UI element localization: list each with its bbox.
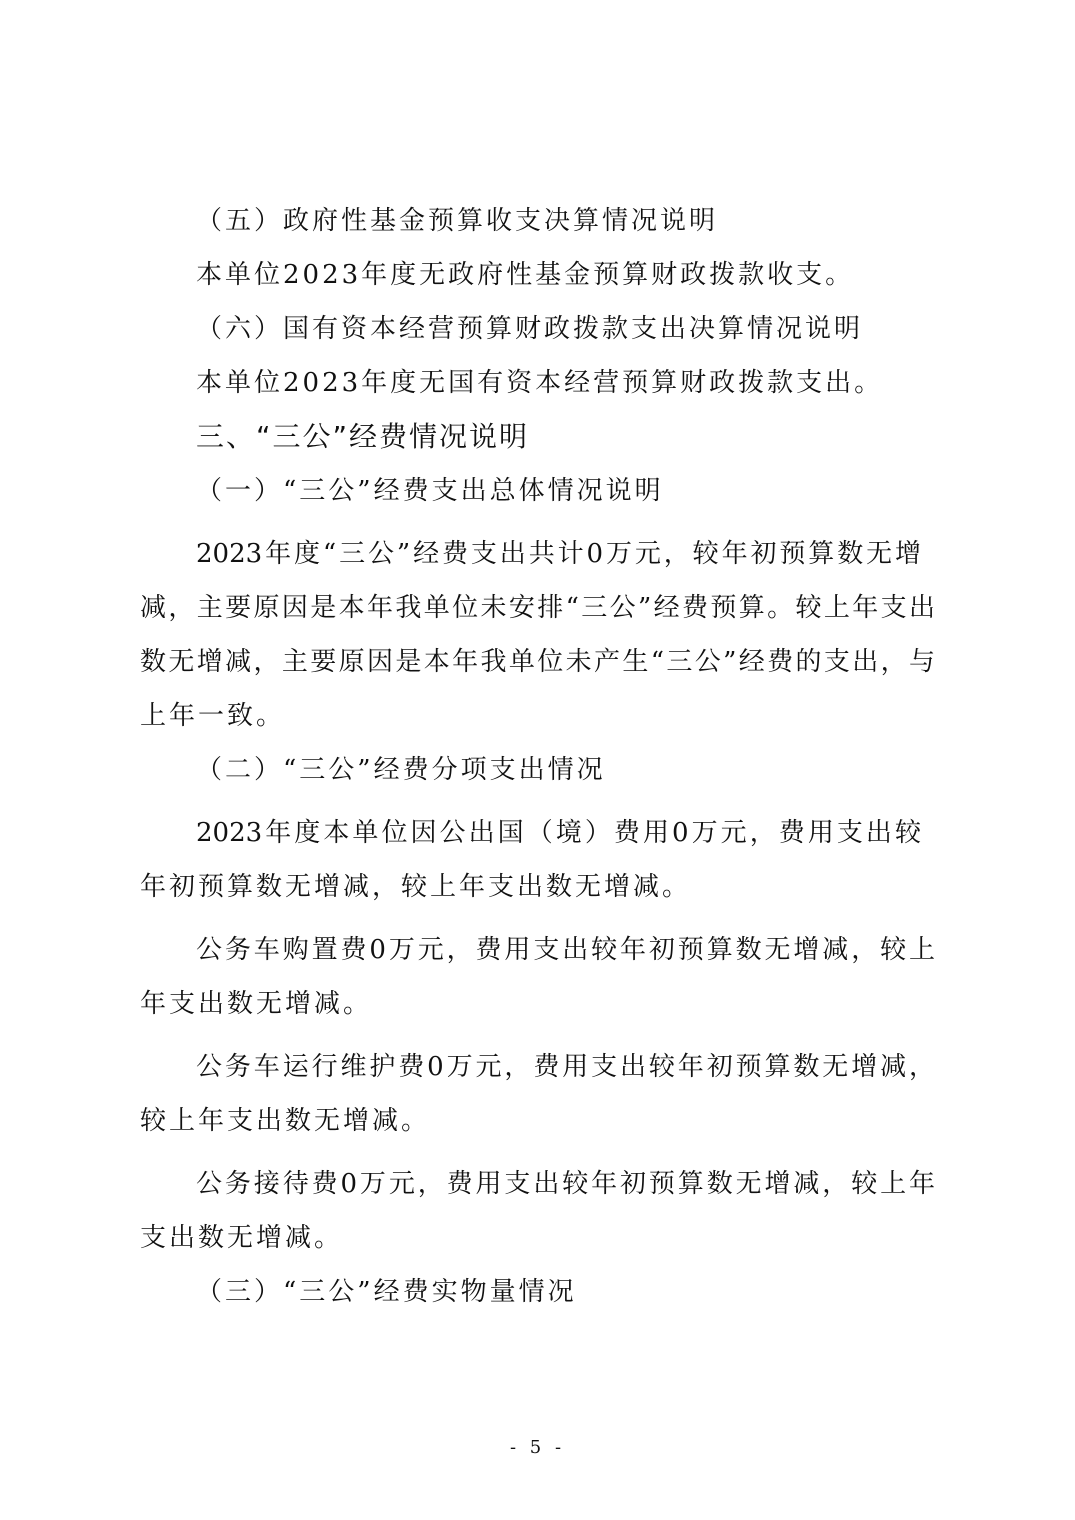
- sub-2-p3-line-2: 较上年支出数无增减。: [140, 1106, 431, 1136]
- sub-2-p4-line-2: 支出数无增减。: [140, 1223, 344, 1253]
- section-5-heading: （五）政府性基金预算收支决算情况说明: [196, 206, 719, 236]
- sub-2-p4-line-1: 公务接待费0万元，费用支出较年初预算数无增减，较上年: [196, 1169, 935, 1199]
- sub-2-p1-line-1: 2023年度本单位因公出国（境）费用0万元，费用支出较: [196, 818, 921, 848]
- sub-2-p3-line-1: 公务车运行维护费0万元，费用支出较年初预算数无增减，: [196, 1052, 935, 1082]
- section-5-text: 本单位2023年度无政府性基金预算财政拨款收支。: [196, 260, 855, 290]
- sub-2-p1-line-2: 年初预算数无增减，较上年支出数无增减。: [140, 872, 692, 902]
- sub-2-heading: （二）“三公”经费分项支出情况: [196, 755, 606, 785]
- sub-1-line-4: 上年一致。: [140, 701, 286, 731]
- part-3-heading: 三、“三公”经费情况说明: [196, 420, 530, 453]
- sub-1-line-1: 2023年度“三公”经费支出共计0万元，较年初预算数无增: [196, 539, 921, 569]
- sub-2-p2-line-1: 公务车购置费0万元，费用支出较年初预算数无增减，较上: [196, 935, 935, 965]
- page-number: - 5 -: [509, 1437, 566, 1458]
- sub-2-p2-line-2: 年支出数无增减。: [140, 989, 373, 1019]
- sub-1-line-2: 减，主要原因是本年我单位未安排“三公”经费预算。较上年支出: [140, 593, 935, 623]
- section-6-heading: （六）国有资本经营预算财政拨款支出决算情况说明: [196, 314, 864, 344]
- sub-3-heading: （三）“三公”经费实物量情况: [196, 1277, 577, 1307]
- sub-1-heading: （一）“三公”经费支出总体情况说明: [196, 476, 664, 506]
- sub-1-line-3: 数无增减，主要原因是本年我单位未产生“三公”经费的支出，与: [140, 647, 935, 677]
- section-6-text: 本单位2023年度无国有资本经营预算财政拨款支出。: [196, 368, 884, 398]
